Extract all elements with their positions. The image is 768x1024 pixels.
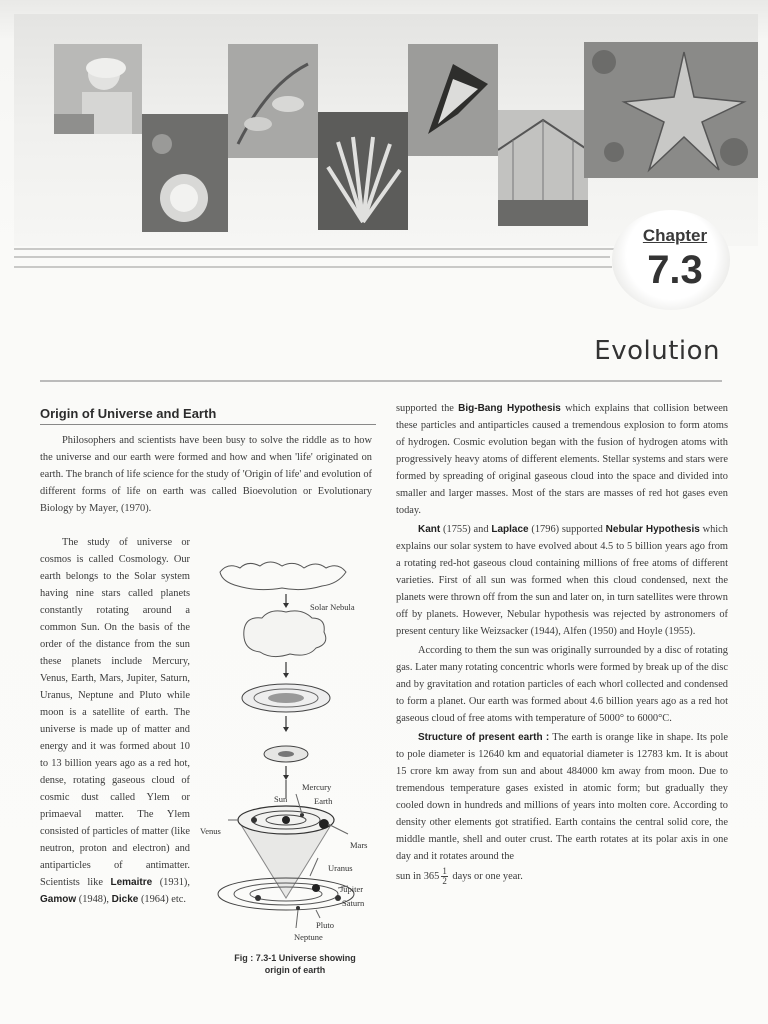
photo-butterfly xyxy=(408,44,498,156)
label-solar-nebula: Solar Nebula xyxy=(310,602,355,612)
title-rule xyxy=(40,380,722,382)
banner-rule-1 xyxy=(14,248,614,250)
condensing-cloud xyxy=(244,611,326,657)
label-venus: Venus xyxy=(200,826,221,836)
date-lemaitre: (1931), xyxy=(159,877,190,888)
name-dicke: Dicke xyxy=(111,894,139,905)
label-mercury: Mercury xyxy=(302,782,332,792)
name-lemaitre: Lemaitre xyxy=(110,877,153,888)
banner-rule-2 xyxy=(14,256,610,258)
label-neptune: Neptune xyxy=(294,932,323,942)
banner-rule-3 xyxy=(14,266,612,268)
right-paragraph-4-end: sun in 365 $\frac{1}{2}$ days or one year. xyxy=(396,866,523,886)
date-gamow: (1948), xyxy=(78,894,110,905)
page-title: Evolution xyxy=(594,336,720,366)
date-dicke: (1964) etc. xyxy=(140,894,186,905)
section-rule xyxy=(40,424,376,425)
figure-caption-line-1: Fig : 7.3-1 Universe showing xyxy=(234,953,356,963)
left-paragraph-1: Philosophers and scientists have been busy to solve the riddle as to how the universe and our earth were formed and how and when 'life' originated on earth. The branch of life science for the study of 'Origin of life' and evolution of different forms of life on earth was called Bioevolution or Evolutionary Biology by Mayer, (1970). xyxy=(40,435,372,514)
term-big-bang: Big-Bang Hypothesis xyxy=(458,403,561,414)
section-heading: Origin of Universe and Earth xyxy=(40,406,217,421)
photo-starfish xyxy=(584,42,758,178)
photo-scientist xyxy=(54,44,142,134)
photo-dandelion xyxy=(142,114,228,232)
header-banner xyxy=(14,14,758,246)
figure-caption xyxy=(210,952,380,976)
label-jupiter: Jupiter xyxy=(340,884,364,894)
chapter-number: 7.3 xyxy=(647,248,703,292)
photo-plant xyxy=(228,44,318,158)
name-laplace: Laplace xyxy=(491,524,529,535)
label-saturn: Saturn xyxy=(342,898,365,908)
name-kant: Kant xyxy=(418,524,441,535)
figure-universe-origin xyxy=(198,558,384,948)
fraction-one-half: $\frac{1}{2}$ xyxy=(442,866,447,886)
right-paragraph-1: supported the Big-Bang Hypothesis which explains that collision between these particles and antiparticles caused a tremendous explosion to form atoms of hydrogen. Cosmic evolution began with the fusion of hydrogen atoms with progressively heavy atoms of different elements. Stellar systems and stars were formed by spreading of original gaseous cloud into the space and divided into smaller and larger masses. Most of the stars are masses of red hot gases even today. xyxy=(396,403,728,516)
right-column xyxy=(396,400,728,888)
term-nebular-hypothesis: Nebular Hypothesis xyxy=(605,524,700,535)
label-pluto: Pluto xyxy=(316,920,334,930)
figure-caption-line-2: origin of earth xyxy=(264,965,326,975)
photo-greenhouse xyxy=(498,110,588,226)
name-gamow: Gamow xyxy=(40,894,77,905)
label-earth: Earth xyxy=(314,796,333,806)
left-paragraph-2 xyxy=(40,534,190,908)
chapter-label: Chapter xyxy=(642,226,708,245)
right-paragraph-2: Kant (1755) and Laplace (1796) supported Nebular Hypothesis which explains our solar system to have evolved about 4.5 to 5 billion years ago from a rotating red-hot gaseous cloud containing millions of free atoms of different varieties. First of all sun was formed when this cloud condensed, next the planets were thrown off from the sun and later on, in turn satellites were thrown off by planets. However, Nebular hypothesis was rejected by astronomers of present century like Weizsacker (1944), Alfen (1950) and Hoyle (1955). xyxy=(396,524,728,637)
label-uranus: Uranus xyxy=(328,863,353,873)
left-paragraph-2-text: The study of universe or cosmos is called Cosmology. Our earth belongs to the Solar system having nine stars called planets constantly rotating around a common Sun. On the basis of the order of the distance from the sun these planets include Mercury, Venus, Earth, Mars, Jupiter, Saturn, Uranus, Neptune and Pluto while moon is a satellite of earth. The universe is made up of matter and energy and it was formed about 10 to 13 billion years ago as a red hot, dense, rotating gaseous cloud of cosmic dust called Ylem or primaeval matter. The Ylem consisted of particles of matter (like neutron, proton and electron) and antiparticles of antimatter. Scientists like xyxy=(40,537,190,888)
right-paragraph-4: Structure of present earth : The earth is orange like in shape. Its pole to pole diameter is 12640 km and equatorial diameter is 12783 km. It is about 15 crore km away from sun and about 484000 km away from moon. Due to tremendous temperature gases existed in atomic form; but gradually they cooled down in hundreds and millions of years into molten core. According to density other elements got stratified. Earth contains the central solid core, the middle mantle, shell and outer crust. The earth rotates at its polar axis in one day and it rotates around the xyxy=(396,732,728,862)
right-paragraph-3: According to them the sun was originally surrounded by a disc of rotating gas. Later many rotating concentric whorls were formed by break up of the disc and by gravitation and rotation particles of each whorl collected and condensed to form a planet. Our earth was formed about 4.6 billion years ago as a red hot gaseous cloud of free atoms with temperature of 5000° to 6000°C. xyxy=(396,645,728,724)
nebula-cloud xyxy=(220,562,346,590)
label-sun: Sun xyxy=(274,794,288,804)
photo-anemone xyxy=(318,112,408,230)
term-structure-of-earth: Structure of present earth : xyxy=(418,732,550,743)
sun-mark xyxy=(282,816,290,824)
label-mars: Mars xyxy=(350,840,368,850)
